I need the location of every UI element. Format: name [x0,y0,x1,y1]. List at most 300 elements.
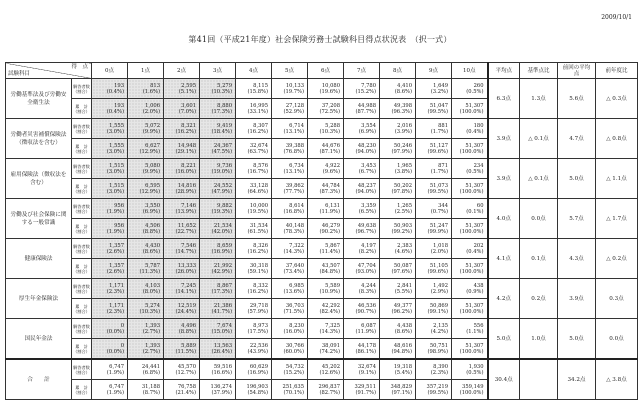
percent-value: (1.1%) [466,328,484,335]
count-value: 1,930 [468,363,484,370]
score-cell [308,159,344,179]
percent-value: (28.9%) [175,188,196,195]
score-column-header: 2点 [164,63,200,79]
percent-value: (1.9%) [106,369,124,376]
score-cell [272,239,308,259]
percent-value: (8.6%) [394,88,412,95]
percent-value: (97.6%) [391,268,412,275]
count-value: 50,246 [393,142,412,149]
corner-header [6,63,92,79]
score-cell [380,339,416,360]
row-type-label: 累 計（割合） [72,139,92,159]
score-cell [416,359,452,380]
count-value: 50,751 [429,342,448,349]
score-cell [92,139,128,159]
percent-value: (2.6%) [106,248,124,255]
score-cell [380,199,416,219]
count-value: 24,367 [213,142,232,149]
percent-value: (90.7%) [355,308,376,315]
year-over-year-diff: 0.3点 [596,279,638,319]
percent-value: (6.9%) [358,128,376,135]
score-cell [200,339,236,360]
count-value: 881 [438,122,448,129]
percent-value: (3.2%) [430,88,448,95]
percent-value: (42.0%) [211,228,232,235]
score-cell [236,259,272,279]
percent-value: (8.6%) [142,248,160,255]
score-cell [200,99,236,119]
year-over-year-diff: △ 3.8点 [596,359,638,400]
count-value: 8,321 [181,122,196,129]
percent-value: (9.1%) [358,369,376,376]
score-cell [272,79,308,99]
count-value: 51,105 [429,262,448,269]
percent-value: (96.7%) [355,228,376,235]
answers-row [6,239,638,259]
score-cell [452,79,488,99]
count-value: 48,237 [357,182,376,189]
count-value: 6,714 [289,122,304,129]
score-cell [92,299,128,319]
score-cell [344,79,380,99]
stat-column-header: 前回の平均点 [558,63,596,79]
count-value: 4,410 [397,82,412,89]
percent-value: (19.3%) [211,208,232,215]
score-cell [236,99,272,119]
score-column-header: 0点 [92,63,128,79]
percent-value: (2.3%) [106,308,124,315]
percent-value: (21.4%) [175,389,196,396]
percent-value: (19.0%) [211,168,232,175]
count-value: 2,595 [181,82,196,89]
percent-value: (63.7%) [247,148,268,155]
score-table [5,62,638,400]
year-over-year-diff: △ 1.7点 [596,199,638,239]
score-cell [272,319,308,339]
page-title: 第41回（平成21年度）社会保険労務士試験科目得点状況表 （択一式） [188,35,452,44]
score-cell [452,339,488,360]
count-value: 45,202 [321,363,340,370]
count-value: 51,307 [465,142,484,149]
subject-name: 労働者災害補償保険法（徴収法を含む） [6,119,72,159]
score-cell [128,359,164,380]
percent-value: (16.2%) [247,288,268,295]
row-type-label: 累 計（割合） [72,299,92,319]
score-cell [344,159,380,179]
score-cell [380,219,416,239]
percent-value: (99.6%) [427,148,448,155]
count-value: 7,674 [217,322,232,329]
year-over-year-diff: △ 0.8点 [596,119,638,159]
score-cell [128,339,164,360]
count-value: 4,506 [145,222,160,229]
percent-value: (78.3%) [283,228,304,235]
score-cell [344,359,380,380]
count-value: 48,616 [393,342,412,349]
count-value: 2,135 [433,322,448,329]
count-value: 13,563 [213,342,232,349]
count-value: 7,245 [181,282,196,289]
percent-value: (1.7%) [430,128,448,135]
percent-value: (7.0%) [178,108,196,115]
count-value: 51,307 [465,102,484,109]
percent-value: (17.3%) [211,108,232,115]
percent-value: (2.3%) [106,288,124,295]
score-cell [308,279,344,299]
percent-value: (94.8%) [391,348,412,355]
count-value: 51,307 [465,302,484,309]
score-cell [164,179,200,199]
subject-name: 厚生年金保険法 [6,279,72,319]
percent-value: (26.0%) [175,268,196,275]
count-value: 5,787 [145,262,160,269]
count-value: 33,128 [249,182,268,189]
percent-value: (100.0%) [459,389,484,396]
count-value: 6,131 [325,202,340,209]
count-value: 8,332 [253,282,268,289]
score-cell [272,259,308,279]
score-cell [92,79,128,99]
score-cell [200,199,236,219]
count-value: 8,326 [253,242,268,249]
count-value: 19,318 [393,363,412,370]
count-value: 1,393 [145,342,160,349]
score-cell [344,199,380,219]
score-cell [92,380,128,400]
row-type-label: 累 計（割合） [72,99,92,119]
percent-value: (47.5%) [211,148,232,155]
count-value: 39,862 [285,182,304,189]
count-value: 348,829 [390,383,412,390]
percent-value: (6.9%) [142,208,160,215]
score-cell [308,319,344,339]
score-cell [344,119,380,139]
answers-row [6,279,638,299]
percent-value: (99.5%) [427,188,448,195]
score-cell [200,179,236,199]
count-value: 4,244 [361,282,376,289]
score-cell [92,319,128,339]
previous-average: 4.3点 [558,239,596,279]
score-cell [200,319,236,339]
percent-value: (0.4%) [466,128,484,135]
year-over-year-diff: △ 0.3点 [596,79,638,119]
score-cell [128,259,164,279]
count-value: 59,516 [213,363,232,370]
score-cell [416,279,452,299]
score-column-header: 8点 [380,63,416,79]
row-type-label: 解答者数（割合） [72,159,92,179]
percent-value: (3.0%) [106,148,124,155]
average-score: 3.9点 [488,159,520,199]
previous-average: 5.6点 [558,79,596,119]
score-cell [164,99,200,119]
percent-value: (99.5%) [427,389,448,396]
count-value: 51,047 [429,102,448,109]
percent-value: (64.6%) [247,188,268,195]
percent-value: (16.2%) [247,248,268,255]
count-value: 1,515 [109,162,124,169]
row-type-label: 累 計（割合） [72,380,92,400]
count-value: 47,704 [357,262,376,269]
count-value: 10,133 [285,82,304,89]
score-cell [308,359,344,380]
count-value: 24,552 [213,182,232,189]
percent-value: (2.5%) [394,208,412,215]
count-value: 38,091 [321,342,340,349]
score-cell [128,239,164,259]
count-value: 32,674 [249,142,268,149]
percent-value: (2.3%) [430,369,448,376]
percent-value: (47.9%) [211,188,232,195]
count-value: 13,333 [177,262,196,269]
percent-value: (93.0%) [355,268,376,275]
percent-value: (84.8%) [319,268,340,275]
year-over-year-diff: 0.0点 [596,319,638,360]
count-value: 50,869 [429,302,448,309]
score-cell [452,179,488,199]
percent-value: (15.8%) [247,88,268,95]
percent-value: (14.7%) [175,248,196,255]
count-value: 5,274 [145,302,160,309]
count-value: 5,288 [325,122,340,129]
percent-value: (94.0%) [355,148,376,155]
row-type-label: 解答者数（割合） [72,79,92,99]
score-cell [452,139,488,159]
score-cell [128,179,164,199]
score-cell [92,279,128,299]
score-cell [308,99,344,119]
percent-value: (16.2%) [175,128,196,135]
percent-value: (0.5%) [466,88,484,95]
count-value: 251,635 [282,383,304,390]
count-value: 7,546 [181,242,196,249]
percent-value: (0.4%) [106,88,124,95]
score-cell [200,119,236,139]
score-cell [380,259,416,279]
score-cell [128,119,164,139]
count-value: 8,115 [253,82,268,89]
count-value: 8,307 [253,122,268,129]
percent-value: (11.4%) [319,248,340,255]
percent-value: (97.8%) [391,188,412,195]
percent-value: (8.0%) [142,288,160,295]
year-over-year-diff: △ 1.1点 [596,159,638,199]
score-cell [236,239,272,259]
percent-value: (1.7%) [430,168,448,175]
score-column-header: 3点 [200,63,236,79]
previous-average: 5.0点 [558,159,596,199]
count-value: 11,652 [177,222,196,229]
count-value: 50,087 [393,262,412,269]
count-value: 51,307 [465,262,484,269]
count-value: 1,965 [397,162,412,169]
percent-value: (10.3%) [319,128,340,135]
score-cell [308,79,344,99]
score-cell [128,380,164,400]
percent-value: (0.0%) [106,328,124,335]
count-value: 31,188 [141,383,160,390]
count-value: 3,453 [361,162,376,169]
score-cell [92,239,128,259]
count-value: 30,318 [249,262,268,269]
percent-value: (2.0%) [430,248,448,255]
percent-value: (100.0%) [459,268,484,275]
percent-value: (15.2%) [355,88,376,95]
corner-subject-label: 試験科目 [8,71,31,77]
count-value: 260 [473,82,484,89]
subject-name: 労働及び社会保険に関する一般常識 [6,199,72,239]
percent-value: (100.0%) [459,228,484,235]
percent-value: (11.3%) [139,268,160,275]
percent-value: (100.0%) [459,188,484,195]
percent-value: (0.1%) [466,208,484,215]
count-value: 49,398 [393,102,412,109]
count-value: 24,441 [141,363,160,370]
score-cell [128,279,164,299]
count-value: 2,016 [397,122,412,129]
score-cell [236,339,272,360]
percent-value: (8.3%) [358,288,376,295]
percent-value: (4.6%) [394,248,412,255]
percent-value: (10.3%) [211,88,232,95]
score-cell [452,319,488,339]
score-cell [200,359,236,380]
count-value: 49,377 [393,302,412,309]
percent-value: (97.9%) [391,148,412,155]
count-value: 4,922 [325,162,340,169]
score-cell [92,359,128,380]
percent-value: (5.4%) [394,369,412,376]
score-column-header: 6点 [308,63,344,79]
stat-column-header: 平均点 [488,63,520,79]
percent-value: (15.2%) [283,369,304,376]
count-value: 0 [120,322,124,329]
score-column-header: 10点 [452,63,488,79]
percent-value: (12.9%) [139,148,160,155]
baseline-diff: 0.1点 [520,239,558,279]
percent-value: (5.1%) [178,88,196,95]
count-value: 1,515 [109,182,124,189]
score-cell [308,199,344,219]
count-value: 8,576 [253,162,268,169]
count-value: 234 [473,162,484,169]
percent-value: (5.5%) [394,288,412,295]
count-value: 6,747 [109,363,124,370]
percent-value: (52.9%) [283,108,304,115]
score-cell [164,159,200,179]
score-cell [200,139,236,159]
score-cell [272,179,308,199]
subject-name: 労働基準法及び労働安全衛生法 [6,79,72,119]
count-value: 27,128 [285,102,304,109]
count-value: 51,127 [429,142,448,149]
percent-value: (37.9%) [211,389,232,396]
count-value: 1,492 [433,282,448,289]
percent-value: (0.4%) [466,248,484,255]
score-cell [344,219,380,239]
score-cell [236,119,272,139]
baseline-diff: 0.2点 [520,279,558,319]
score-cell [236,359,272,380]
subject-name: 雇用保険法（徴収法を含む） [6,159,72,199]
count-value: 9,736 [217,162,232,169]
percent-value: (3.8%) [394,168,412,175]
count-value: 193 [114,102,124,109]
score-cell [344,179,380,199]
count-value: 4,496 [181,322,196,329]
answers-row [6,159,638,179]
count-value: 4,103 [145,282,160,289]
average-score: 5.0点 [488,319,520,360]
count-value: 8,221 [181,162,196,169]
answers-row [6,199,638,219]
score-cell [200,79,236,99]
score-cell [416,159,452,179]
percent-value: (26.4%) [211,348,232,355]
percent-value: (99.5%) [427,108,448,115]
score-cell [164,319,200,339]
score-cell [92,219,128,239]
count-value: 1,555 [109,142,124,149]
baseline-diff: 1.0点 [520,319,558,360]
count-value: 54,732 [285,363,304,370]
score-column-header: 5点 [272,63,308,79]
percent-value: (12.7%) [175,369,196,376]
count-value: 22,536 [249,342,268,349]
score-cell [164,219,200,239]
score-cell [272,159,308,179]
count-value: 50,202 [393,182,412,189]
percent-value: (16.0%) [283,328,304,335]
count-value: 37,208 [321,102,340,109]
count-value: 44,784 [321,182,340,189]
previous-average: 3.9点 [558,279,596,319]
percent-value: (87.7%) [355,108,376,115]
count-value: 10,000 [249,202,268,209]
score-cell [272,99,308,119]
score-cell [92,339,128,360]
score-cell [452,219,488,239]
percent-value: (2.7%) [142,328,160,335]
count-value: 8,880 [217,102,232,109]
count-value: 8,867 [217,282,232,289]
count-value: 2,841 [397,282,412,289]
percent-value: (12.6%) [319,369,340,376]
count-value: 51,307 [465,222,484,229]
count-value: 193 [114,82,124,89]
count-value: 9,882 [217,202,232,209]
subject-name: 国民年金法 [6,319,72,360]
percent-value: (99.2%) [391,228,412,235]
count-value: 30,766 [285,342,304,349]
count-value: 556 [473,322,484,329]
count-value: 6,747 [109,383,124,390]
score-cell [200,299,236,319]
count-value: 196,903 [246,383,268,390]
percent-value: (61.5%) [247,228,268,235]
count-value: 359,149 [462,383,484,390]
score-cell [200,159,236,179]
percent-value: (42.9%) [211,268,232,275]
score-cell [272,119,308,139]
percent-value: (12.9%) [139,188,160,195]
percent-value: (13.9%) [175,208,196,215]
count-value: 3,550 [145,202,160,209]
count-value: 180 [473,122,484,129]
count-value: 6,734 [289,162,304,169]
count-value: 1,171 [109,302,124,309]
